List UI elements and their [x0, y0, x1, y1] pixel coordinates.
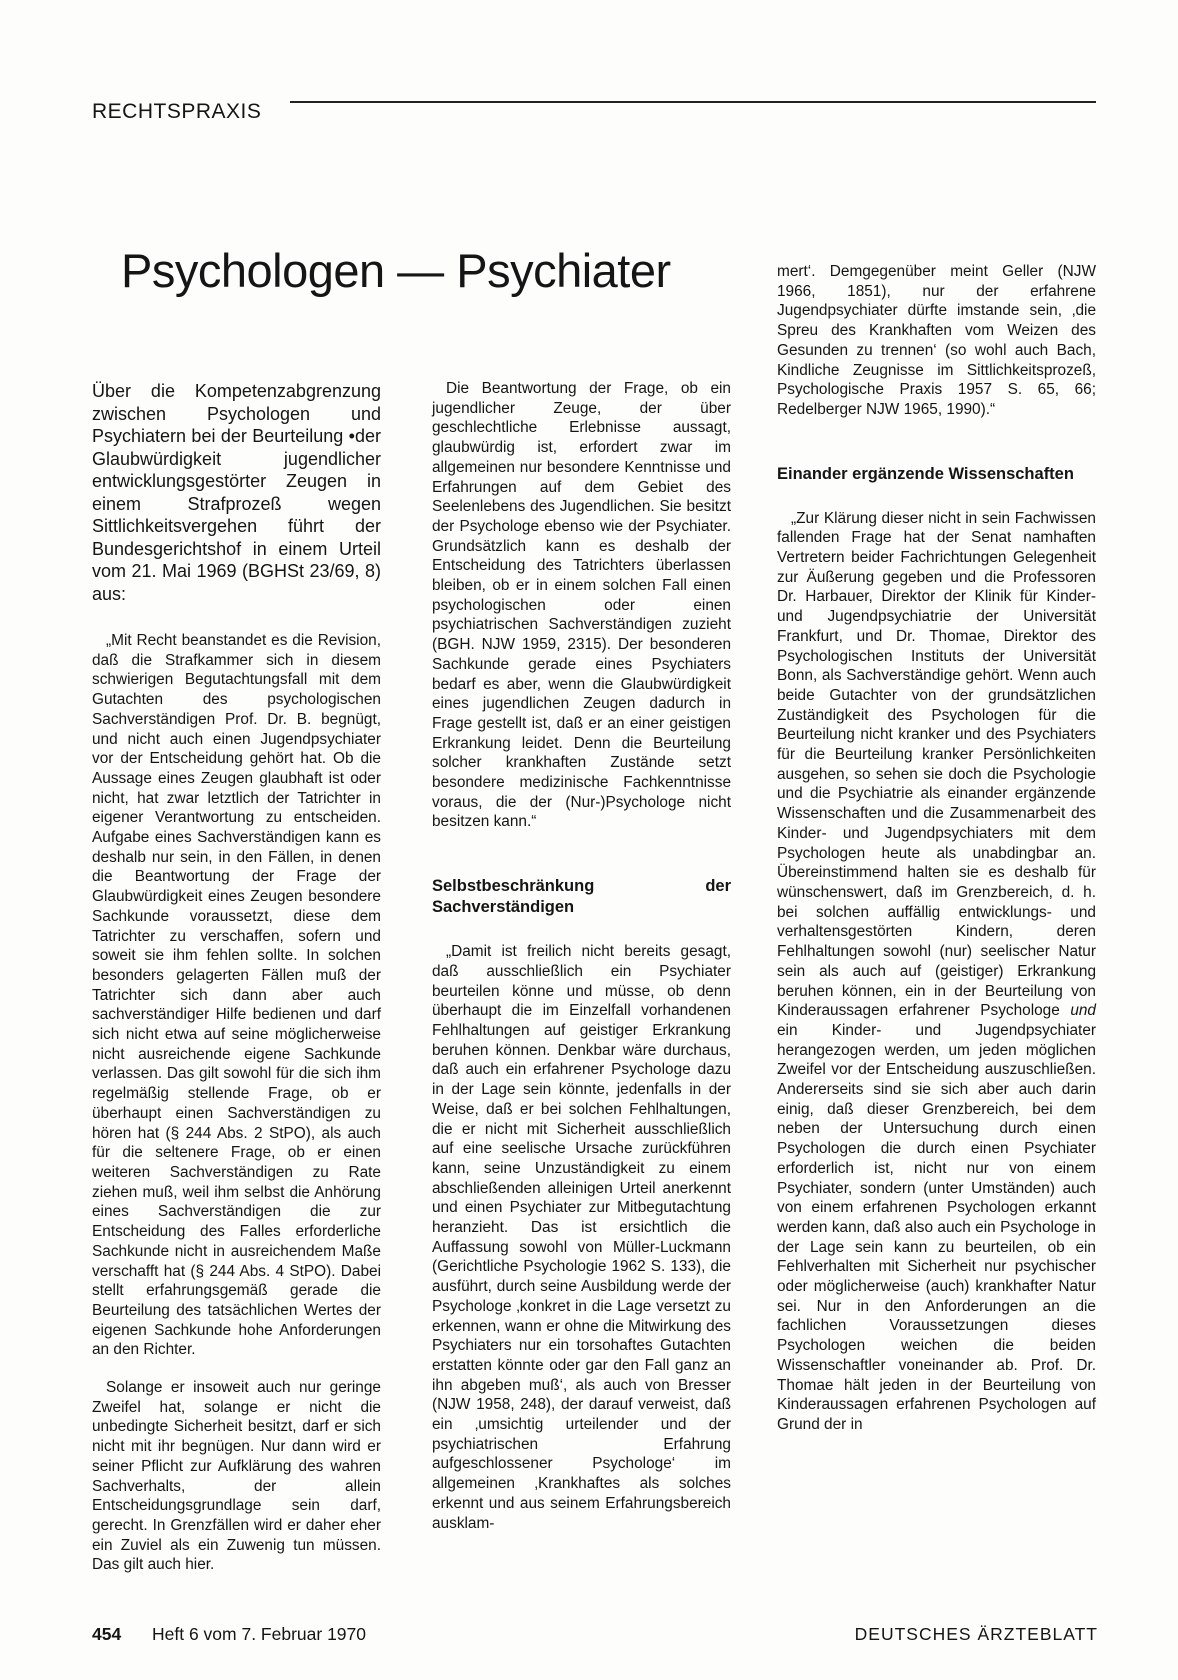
body-paragraph: „Damit ist freilich nicht bereits gesagt, daß ausschließlich ein Psychiater beurteilen könne und müsse, ob denn überhaupt die im Einzelfall vorhandenen Fehlhaltungen auf geistiger Erkrankung beruhen können. Denkbar wäre durchaus, daß auch ein erfahrener Psychologe dazu in der Lage sein könnte, jedenfalls in der Weise, daß er bei solchen Fehlhaltungen, die er nicht mit Sicherheit ausschließlich auf eine seelische Ursache zurückführen kann, seine Unzuständigkeit zu einem abschließenden alleinigen Urteil anerkennt und einen Psychiater zur Mitbegutachtung heranzieht. Das ist ersichtlich die Auffassung sowohl von Müller-Luckmann (Gerichtliche Psychologie 1962 S. 133), die ausführt, durch seine Ausbildung werde der Psychologe ‚konkret in die Lage versetzt zu erkennen, wann er ohne die Mitwirkung des Psychiaters nur ein torsohaftes Gutachten erstatten könnte oder gar den Fall ganz an ihn abgeben muß‘, als auch von Bresser (NJW 1958, 248), der darauf verweist, daß ein ‚umsichtig urteilender und der psychiatrischen Erfahrung aufgeschlossener Psychologe‘ im allgemeinen ‚Krankhaftes als solches erkennt und aus seinem Erfahrungsbereich ausklam-	[432, 943, 731, 1532]
column-1	[92, 380, 381, 1575]
body-text: ein Kinder- und Jugendpsychiater herangezogen werden, um jeden möglichen Zweifel vor der Entscheidung auszuschließen. Andererseits sind sie sich aber auch darin einig, daß dieser Grenzbereich, bei dem neben der Untersuchung durch einen Psychologen die durch einen Psychiater erforderlich ist, nicht nur von einem Psychiater, sondern (unter Umständen) auch von einem erfahrenen Psychologen erkannt werden kann, daß also auch ein Psychologe in der Lage sein kann zu beurteilen, ob ein Fehlverhalten mit Sicherheit nur psychischer oder möglicherweise (auch) krankhafter Natur sei. Nur in den Anforderungen an die fachlichen Voraussetzungen dieses Psychologen weichen die beiden Wissenschaftler voneinander ab. Prof. Dr. Thomae hält jeden in der Beurteilung von Kinderaussagen erfahrenen Psychologen auf Grund der in	[777, 1021, 1096, 1433]
column-3	[777, 262, 1096, 1435]
issue-info: Heft 6 vom 7. Februar 1970	[152, 1624, 366, 1644]
page-number: 454	[92, 1624, 122, 1644]
journal-name: DEUTSCHES ÄRZTEBLATT	[854, 1624, 1098, 1644]
lead-paragraph: Über die Kompetenzabgrenzung zwischen Psychologen und Psychiatern bei der Beurteilung •der Glaubwürdigkeit jugendlicher entwicklungsgestörter Zeugen in einem Strafprozeß wegen Sittlichkeitsvergehen führt der Bundesgerichtshof in einem Urteil vom 21. Mai 1969 (BGHSt 23/69, 8) aus:	[92, 381, 381, 604]
body-paragraph	[777, 509, 1096, 1435]
body-text: „Zur Klärung dieser nicht in sein Fachwissen fallenden Frage hat der Senat namhaften Vertretern beider Fachrichtungen Gelegenheit zur Äußerung gegeben und die Professoren Dr. Harbauer, Direktor der Klinik für Kinder- und Jugendpsychiatrie der Universität Frankfurt, und Dr. Thomae, Direktor des Psychologischen Instituts der Universität Bonn, als Sachverständige gehört. Wenn auch beide Gutachter von der grundsätzlichen Zuständigkeit des Psychologen für die Beurteilung nicht kranker und des Psychiaters für die Beurteilung kranker Persönlichkeiten ausgehen, so sehen sie doch die Psychologie und die Psychiatrie als einander ergänzende Wissenschaften und die Zusammenarbeit des Kinder- und Jugendpsychiaters mit dem Psychologen heute als unabdingbar an. Übereinstimmend halten sie es deshalb für wünschenswert, daß im Grenzbereich, d. h. bei solchen auffällig entwicklungs- und verhaltensgestörten Kindern, deren Fehlhaltungen sowohl (nur) seelischer Natur sein als auch auf (geistiger) Erkrankung beruhen können, ein in der Beurteilung von Kinderaussagen erfahrener Psychologe	[777, 509, 1096, 1020]
column-2	[432, 379, 731, 1533]
subheading-selbstbeschraenkung: Selbstbeschränkung der Sachverständigen	[432, 877, 731, 917]
body-paragraph: Solange er insoweit auch nur geringe Zweifel hat, solange er nicht die unbedingte Sicherheit besitzt, darf er sich nicht mit ihr begnügen. Nur dann wird er seiner Pflicht zur Aufklärung des wahren Sachverhalts, der allein Entscheidungsgrundlage sein darf, gerecht. In Grenzfällen wird er daher eher ein Zuviel als ein Zuwenig tun müssen. Das gilt auch hier.	[92, 1379, 381, 1574]
body-paragraph: Die Beantwortung der Frage, ob ein jugendlicher Zeuge, der über geschlechtliche Erlebnisse aussagt, glaubwürdig ist, erfordert zwar im allgemeinen nur besondere Kenntnisse und Erfahrungen auf dem Gebiet des Seelenlebens des Jugendlichen. Sie besitzt der Psychologe ebenso wie der Psychiater. Grundsätzlich kann es deshalb der Entscheidung des Tatrichters überlassen bleiben, ob er in einem solchen Fall einen psychologischen oder einen psychiatrischen Sachverständigen zuzieht (BGH. NJW 1959, 2315). Der besonderen Sachkunde gerade eines Psychiaters bedarf es aber, wenn die Glaubwürdigkeit eines jugendlichen Zeugen dadurch in Frage gestellt ist, daß er an einer geistigen Erkrankung leidet. Denn die Beurteilung solcher krankhaften Zustände setzt besondere medizinische Fachkenntnisse voraus, die der (Nur-)Psychologe nicht besitzen kann.“	[432, 380, 731, 831]
section-label: RECHTSPRAXIS	[92, 100, 262, 123]
article-title: Psychologen — Psychiater	[121, 244, 671, 297]
subheading-wissenschaften: Einander ergänzende Wissenschaften	[777, 464, 1074, 483]
emphasis-text: und	[1070, 1002, 1096, 1020]
body-paragraph: „Mit Recht beanstandet es die Revision, daß die Strafkammer sich in diesem schwierigen Begutachtungsfall mit dem Gutachten des psychologischen Sachverständigen Prof. Dr. B. begnügt, und nicht auch einen Jugendpsychiater vor der Entscheidung gehört hat. Ob die Aussage eines Zeugen glaubhaft ist oder nicht, hat zwar letztlich der Tatrichter in eigener Verantwortung zu entscheiden. Aufgabe eines Sachverständigen kann es deshalb nur sein, in den Fällen, in denen die Beantwortung der Frage der Glaubwürdigkeit eines Zeugen besondere Sachkunde voraussetzt, diese dem Tatrichter zu verschaffen, sofern und soweit sie ihm fehlen sollte. In solchen besonders gelagerten Fällen muß der Tatrichter sich dann aber auch sachverständiger Hilfe bedienen und darf sich nicht etwa auf seine möglicherweise nicht ausreichende eigene Sachkunde verlassen. Das gilt sowohl für die sich ihm regelmäßig stellende Frage, ob er überhaupt einen Sachverständigen zu hören hat (§ 244 Abs. 2 StPO), als auch für die seltenere Frage, ob er einen weiteren Sachverständigen zu Rate ziehen muß, weil ihm selbst die Anhörung eines Sachverständigen die zur Entscheidung des Falles erforderliche Sachkunde nicht in ausreichendem Maße verschafft hat (§ 244 Abs. 4 StPO). Dabei stellt erfahrungsgemäß gerade die Beurteilung des tatsächlichen Wertes der eigenen Sachkunde hohe Anforderungen an den Richter.	[92, 632, 381, 1359]
body-paragraph: mert‘. Demgegenüber meint Geller (NJW 1966, 1851), nur der erfahrene Jugendpsychiater dürfte imstande sein, ‚die Spreu des Krankhaften vom Weizen des Gesunden zu trennen‘ (so wohl auch Bach, Kindliche Zeugnisse im Sittlichkeitsprozeß, Psychologische Praxis 1957 S. 65, 66; Redelberger NJW 1965, 1990).“	[777, 263, 1096, 418]
section-rule	[290, 101, 1096, 103]
